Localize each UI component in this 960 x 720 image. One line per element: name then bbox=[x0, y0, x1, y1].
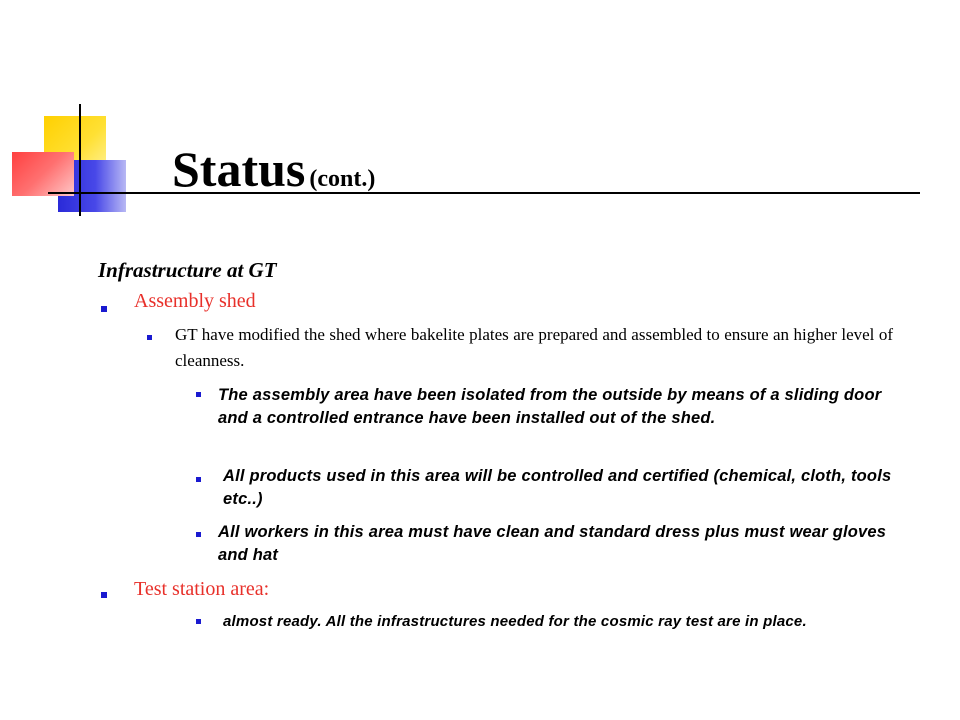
list-item-assembly-shed: Assembly shed bbox=[134, 290, 256, 312]
bullet-icon bbox=[101, 592, 107, 598]
bullet-icon bbox=[196, 392, 201, 397]
bullet-icon bbox=[196, 477, 201, 482]
bullet-icon bbox=[101, 306, 107, 312]
bullet-icon bbox=[196, 532, 201, 537]
decorative-vertical-line bbox=[79, 104, 81, 216]
list-item-isolation: The assembly area have been isolated from the outside by means of a sliding door and a controlled entrance have been installed out of the shed. bbox=[218, 386, 882, 427]
decorative-red-square bbox=[12, 152, 74, 196]
bullet-icon bbox=[196, 619, 201, 624]
list-item-shed-modification: GT have modified the shed where bakelite plates are prepared and assembled to ensure an higher level of cleanness. bbox=[175, 325, 893, 370]
list-item-almost-ready: almost ready. All the infrastructures needed for the cosmic ray test are in place. bbox=[223, 613, 807, 630]
title-suffix: (cont.) bbox=[309, 166, 376, 192]
list-item-products: All products used in this area will be controlled and certified (chemical, cloth, tools etc..) bbox=[223, 467, 892, 508]
list-item-workers: All workers in this area must have clean and standard dress plus must wear gloves and hat bbox=[218, 523, 887, 564]
bullet-icon bbox=[147, 335, 152, 340]
title-main: Status bbox=[172, 141, 306, 197]
list-item-test-station: Test station area: bbox=[134, 578, 270, 600]
slide-title bbox=[172, 140, 375, 198]
section-heading: Infrastructure at GT bbox=[98, 258, 277, 282]
